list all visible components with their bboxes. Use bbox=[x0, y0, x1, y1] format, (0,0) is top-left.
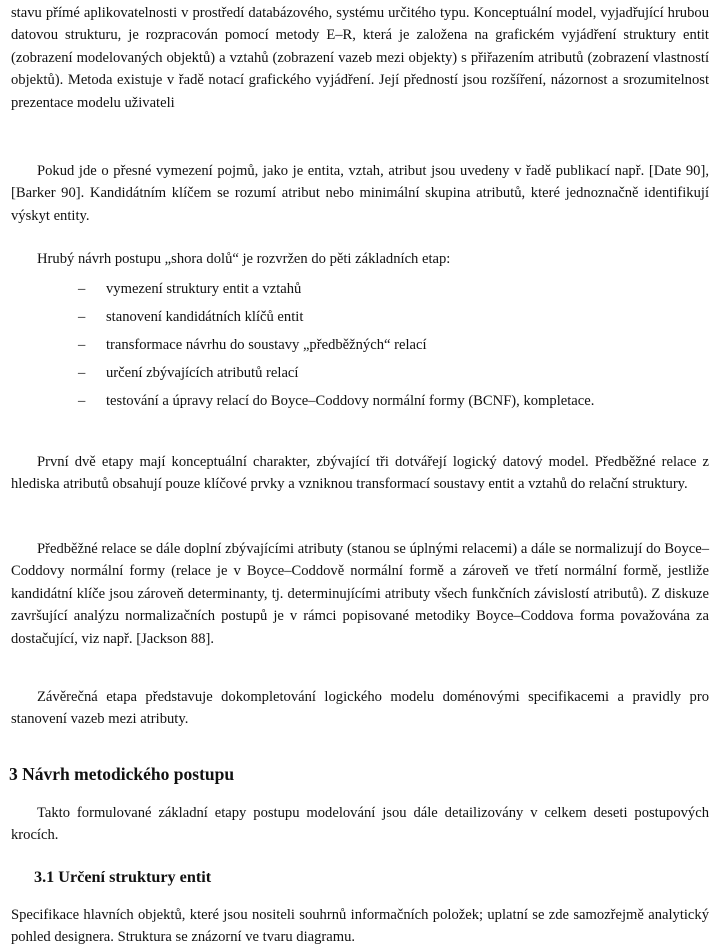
paragraph-normalization: Předběžné relace se dále doplní zbývajícími atributy (stanou se úplnými relacemi) a dále se normalizují do Boyce–Coddovy normální formy (relace je v Boyce–Coddově normální formě a zároveň ve třetí normální formě, jestliže kandidátní klíče jsou zároveň determinanty, tj. determinujícími atributy všech funkčních závislostí atributů). Z diskuze završující analýzu normalizačních postupů je v rámci popisované metodiky Boyce–Coddova forma považována za dostačující, viz např. [Jackson 88]. bbox=[11, 541, 709, 647]
list-dash: – bbox=[78, 337, 86, 353]
section-heading: 3 Návrh metodického postupu bbox=[9, 764, 235, 784]
list-dash: – bbox=[78, 281, 86, 297]
paragraph-top-down-intro: Hrubý návrh postupu „shora dolů“ je rozvržen do pěti základních etap: bbox=[37, 251, 451, 267]
list-item-text: určení zbývajících atributů relací bbox=[106, 365, 299, 381]
paragraph-conceptual-model: stavu přímé aplikovatelnosti v prostředí databázového, systému určitého typu. Konceptuální model, vyjadřující hrubou datovou strukturu, je rozpracován pomocí metody E–R, která je založena na grafickém vyjádření struktury entit (zobrazení modelovaných objektů) a vztahů (zobrazení vazeb mezi objekty) s přiřazením atributů (zobrazení vlastností objektů). Metoda existuje v řadě notací grafického vyjádření. Její předností jsou rozšíření, názornost a srozumitelnost prezentace modelu uživateli bbox=[11, 5, 709, 111]
list-item-text: transformace návrhu do soustavy „předběžných“ relací bbox=[106, 337, 427, 353]
list-item bbox=[78, 334, 709, 356]
list-item-text: testování a úpravy relací do Boyce–Coddovy normální formy (BCNF), kompletace. bbox=[106, 393, 595, 409]
paragraph-definitions: Pokud jde o přesné vymezení pojmů, jako je entita, vztah, atribut jsou uvedeny v řadě publikací např. [Date 90], [Barker 90]. Kandidátním klíčem se rozumí atribut nebo minimální skupina atributů, které jednoznačně identifikují výskyt entity. bbox=[11, 163, 709, 224]
paragraph-entity-spec: Specifikace hlavních objektů, které jsou nositeli souhrnů informačních položek; uplatní se zde samozřejmě analytický pohled designera. Struktura se znázorní ve tvaru diagramu. bbox=[11, 907, 709, 946]
stages-list bbox=[78, 278, 709, 418]
list-item bbox=[78, 390, 709, 412]
list-dash: – bbox=[78, 309, 86, 325]
list-item-text: stanovení kandidátních klíčů entit bbox=[106, 309, 304, 325]
list-item bbox=[78, 362, 709, 384]
list-item bbox=[78, 306, 709, 328]
subsection-heading: 3.1 Určení struktury entit bbox=[34, 868, 212, 886]
list-dash: – bbox=[78, 393, 86, 409]
list-item-text: vymezení struktury entit a vztahů bbox=[106, 281, 302, 297]
list-dash: – bbox=[78, 365, 86, 381]
list-item bbox=[78, 278, 709, 300]
paragraph-final-stage: Závěrečná etapa představuje dokompletování logického modelu doménovými specifikacemi a pravidly pro stanovení vazeb mezi atributy. bbox=[11, 689, 709, 728]
paragraph-first-stages: První dvě etapy mají konceptuální charakter, zbývající tři dotvářejí logický datový model. Předběžné relace z hlediska atributů obsahují pouze klíčové prvky a vzniknou transformací soustavy entit a vztahů do relační struktury. bbox=[11, 454, 709, 493]
paragraph-steps-detail: Takto formulované základní etapy postupu modelování jsou dále detailizovány v celkem deseti postupových krocích. bbox=[11, 805, 709, 844]
